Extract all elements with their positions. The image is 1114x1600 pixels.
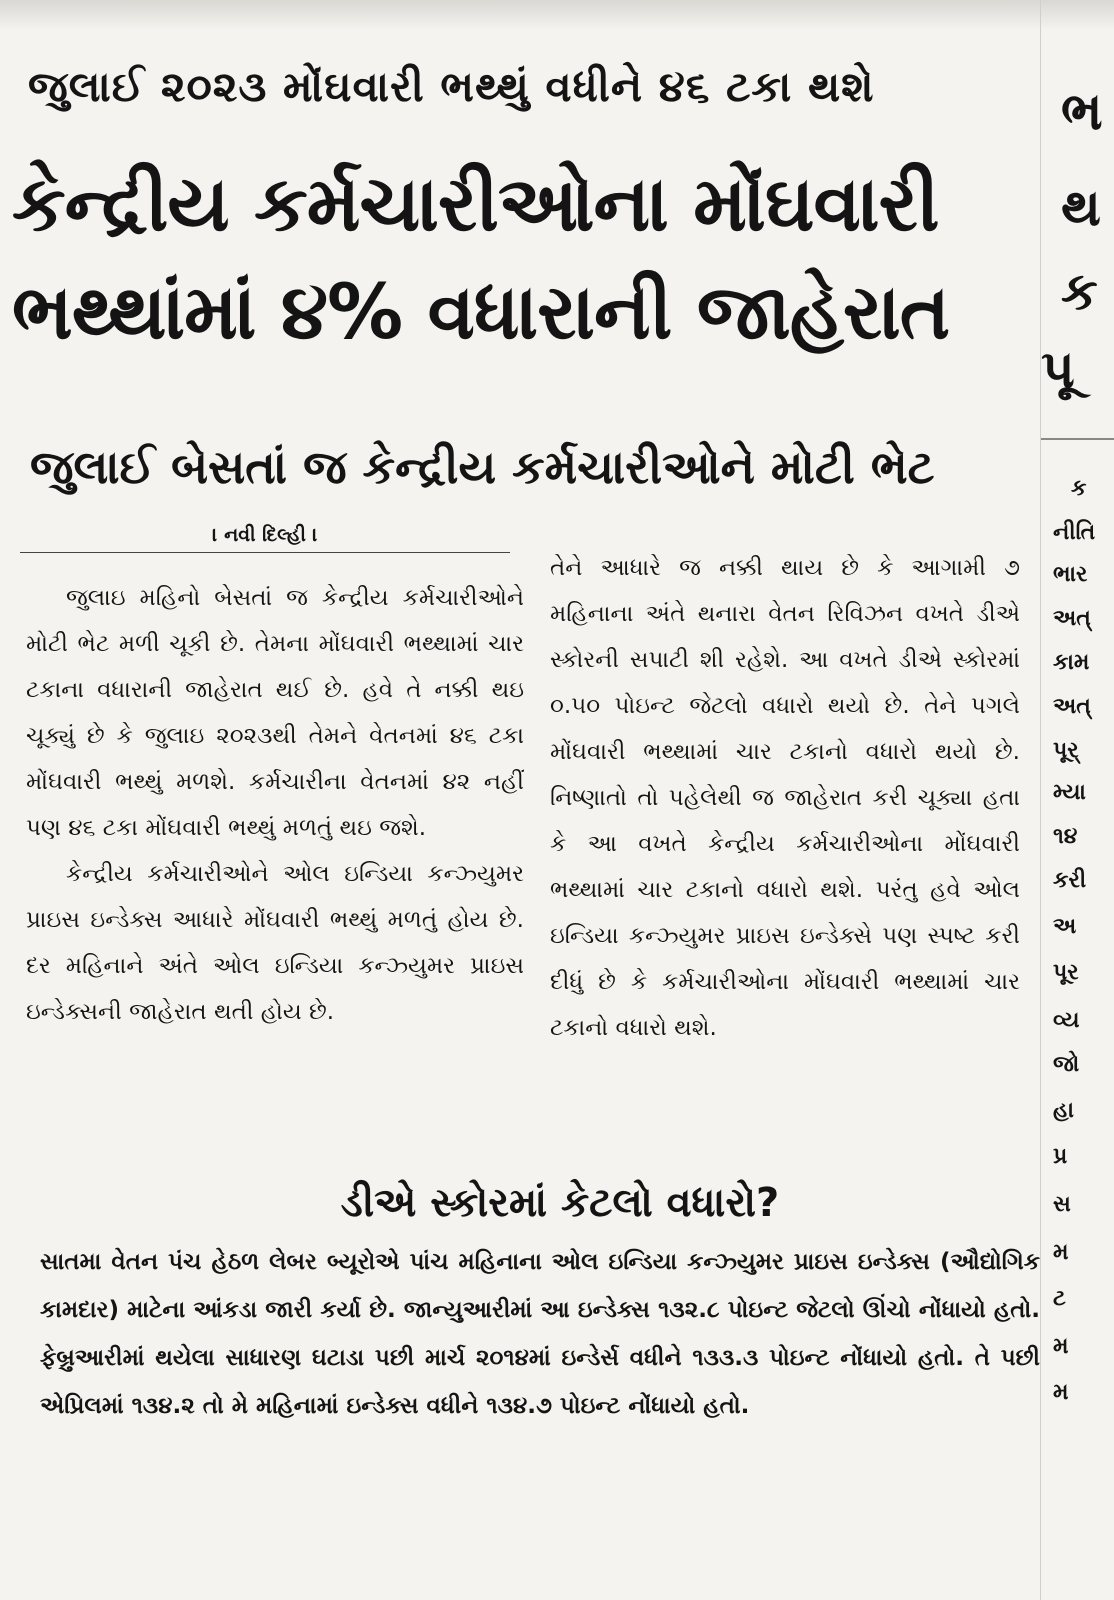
adjacent-fragment: સ (1053, 1192, 1071, 1217)
adjacent-fragment: હા (1053, 1098, 1075, 1123)
adjacent-fragment: ક (1071, 476, 1087, 501)
adjacent-fragment: પૂર્ (1053, 738, 1079, 763)
adjacent-fragment: મ (1053, 1380, 1069, 1405)
headline-subtitle: જુલાઈ બેસતાં જ કેન્દ્રીય કર્મચારીઓને મોટી ભેટ (30, 440, 935, 494)
adjacent-fragment: કામ (1053, 650, 1090, 675)
adjacent-fragment: કરી (1053, 868, 1087, 893)
adjacent-fragment: નીતિ (1053, 520, 1096, 545)
adjacent-fragment: ક (1061, 262, 1098, 322)
adjacent-fragment: ભ (1061, 82, 1103, 142)
adjacent-fragment: પ્ર (1053, 1144, 1068, 1169)
adjacent-fragment: ટ (1053, 1286, 1066, 1311)
dateline: । નવી દિલ્હી । (20, 524, 510, 553)
adjacent-fragment: વ્ય (1053, 1008, 1080, 1033)
adjacent-fragment: મ્યા (1053, 780, 1086, 805)
article-column-left (26, 575, 524, 1035)
adjacent-fragment: મ (1053, 1240, 1069, 1265)
adjacent-article-column (1040, 0, 1114, 1600)
adjacent-fragment: અ (1053, 914, 1077, 939)
adjacent-fragment: અત્ (1053, 606, 1091, 631)
headline-kicker: જુલાઈ ૨૦૨૩ મોંઘવારી ભથ્થું વધીને ૪૬ ટકા થશે (28, 62, 875, 111)
adjacent-fragment: મ (1053, 1334, 1069, 1359)
article-paragraph: કેન્દ્રીય કર્મચારીઓને ઓલ ઇન્ડિયા કન્ઝ્યુમર પ્રાઇસ ઇન્ડેક્સ આધારે મોંઘવારી ભથ્થું મળતું હોય છે. દર મહિનાને અંતે ઓલ ઇન્ડિયા કન્ઝ્યુમર પ્રાઇસ ઇન્ડેક્સની જાહેરાત થતી હોય છે. (26, 861, 524, 1025)
adjacent-fragment: જો (1053, 1052, 1080, 1077)
adjacent-rule (1041, 438, 1114, 440)
adjacent-fragment: પૂ (1041, 340, 1075, 400)
box-heading: ડીએ સ્કોરમાં કેટલો વધારો? (340, 1180, 780, 1226)
article-column-right (550, 545, 1020, 1051)
adjacent-fragment: પૂર (1053, 960, 1079, 985)
adjacent-fragment: અત્ (1053, 694, 1091, 719)
box-text: સાતમા વેતન પંચ હેઠળ લેબર બ્યૂરોએ પાંચ મહિનાના ઓલ ઇન્ડિયા કન્ઝ્યુમર પ્રાઇસ ઇન્ડેક્સ (ઔદ્યોગિક કામદાર) માટેના આંકડા જારી કર્યા છે. જાન્યુઆરીમાં આ ઇન્ડેક્સ ૧૩૨.૮ પોઇન્ટ જેટલો ઊંચો નોંધાયો હતો. ફેબ્રુઆરીમાં થયેલા સાધારણ ઘટાડા પછી માર્ચ ૨૦૧૪માં ઇન્ડેર્સ વધીને ૧૩૩.૩ પોઇન્ટ નોંધાયો હતો. તે પછી એપ્રિલમાં ૧૩૪.૨ તો મે મહિનામાં ઇન્ડેક્સ વધીને ૧૩૪.૭ પોઇન્ટ નોંધાયો હતો. (40, 1249, 1040, 1419)
adjacent-fragment: થ (1061, 178, 1101, 238)
page-top-edge (0, 0, 1114, 30)
article-paragraph: તેને આધારે જ નક્કી થાય છે કે આગામી ૭ મહિનાના અંતે થનારા વેતન રિવિઝન વખતે ડીએ સ્કોરની સપાટી શી રહેશે. આ વખતે ડીએ સ્કોરમાં ૦.૫૦ પોઇન્ટ જેટલો વધારો થયો છે. તેને પગલે મોંઘવારી ભથ્થામાં ચાર ટકાનો વધારો થયો છે. નિષ્ણાતો તો પહેલેથી જ જાહેરાત કરી ચૂક્યા હતા કે આ વખતે કેન્દ્રીય કર્મચારીઓના મોંઘવારી ભથ્થામાં ચાર ટકાનો વધારો થશે. પરંતુ હવે ઓલ ઇન્ડિયા કન્ઝ્યુમર પ્રાઇસ ઇન્ડેક્સે પણ સ્પષ્ટ કરી દીધું છે કે કર્મચારીઓના મોંઘવારી ભથ્થામાં ચાર ટકાનો વધારો થશે. (550, 555, 1020, 1041)
adjacent-fragment: ૧૪ (1053, 824, 1078, 849)
headline-main: કેન્દ્રીય કર્મચારીઓના મોંઘવારી ભથ્થાંમાં ૪% વધારાની જાહેરાત (12, 159, 950, 356)
article-paragraph: જુલાઇ મહિનો બેસતાં જ કેન્દ્રીય કર્મચારીઓને મોટી ભેટ મળી ચૂકી છે. તેમના મોંઘવારી ભથ્થામાં ચાર ટકાના વધારાની જાહેરાત થઈ છે. હવે તે નક્કી થઇ ચૂક્યું છે કે જુલાઇ ૨૦૨૩થી તેમને વેતનમાં ૪૬ ટકા મોંઘવારી ભથ્થું મળશે. કર્મચારીના વેતનમાં ૪૨ નહીં પણ ૪૬ ટકા મોંઘવારી ભથ્થું મળતું થઇ જશે. (26, 585, 524, 841)
adjacent-fragment: ભાર (1053, 562, 1088, 587)
